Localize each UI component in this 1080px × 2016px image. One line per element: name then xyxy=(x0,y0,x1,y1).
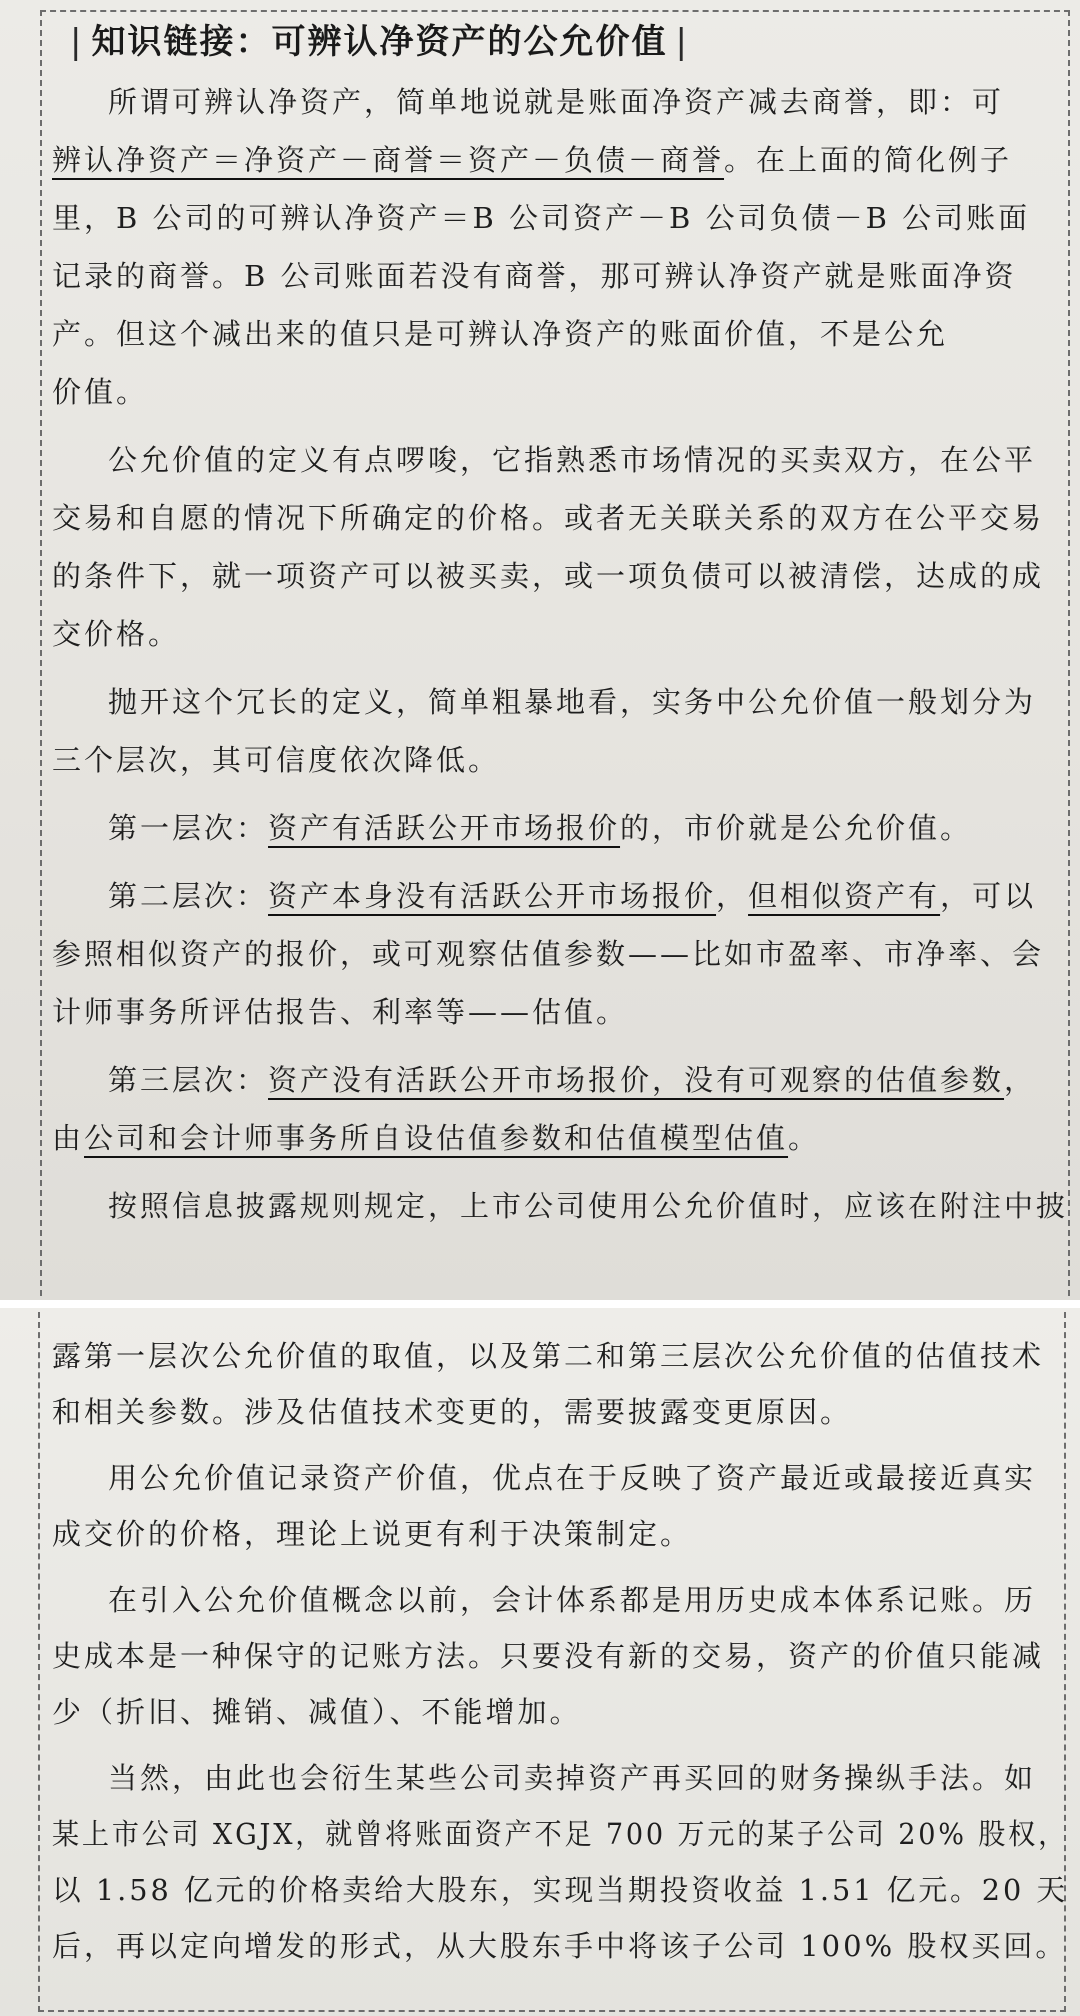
paragraph-line: 计师事务所评估报告、利率等——估值。 xyxy=(52,995,629,1029)
paragraph-line: 第二层次：资产本身没有活跃公开市场报价，但相似资产有，可以 xyxy=(108,879,1037,913)
paragraph-line: 产。但这个减出来的值只是可辨认净资产的账面价值，不是公允 xyxy=(52,317,949,351)
book-page-bottom xyxy=(0,1308,1080,2016)
paragraph-line: 某上市公司 XGJX，就曾将账面资产不足 700 万元的某子公司 20% 股权， xyxy=(52,1817,1069,1851)
paragraph-line: 交易和自愿的情况下所确定的价格。或者无关联关系的双方在公平交易 xyxy=(52,501,1045,535)
paragraph-line: 三个层次，其可信度依次降低。 xyxy=(52,743,501,777)
paragraph-line: 当然，由此也会衍生某些公司卖掉资产再买回的财务操纵手法。如 xyxy=(108,1761,1037,1795)
paragraph-line: 里，B 公司的可辨认净资产＝B 公司资产－B 公司负债－B 公司账面 xyxy=(52,201,1031,235)
paragraph-line: 辨认净资产＝净资产－商誉＝资产－负债－商誉。在上面的简化例子 xyxy=(52,143,1013,177)
paragraph-line: 的条件下，就一项资产可以被买卖，或一项负债可以被清偿，达成的成 xyxy=(52,559,1045,593)
paragraph-line: 价值。 xyxy=(52,375,149,409)
underlined-text: 资产本身没有活跃公开市场报价 xyxy=(268,879,717,913)
paragraph-line: 记录的商誉。B 公司账面若没有商誉，那可辨认净资产就是账面净资 xyxy=(52,259,1017,293)
paragraph-line: 用公允价值记录资产价值，优点在于反映了资产最近或最接近真实 xyxy=(108,1461,1037,1495)
paragraph-line: 和相关参数。涉及估值技术变更的，需要披露变更原因。 xyxy=(52,1395,853,1429)
paragraph-line: 露第一层次公允价值的取值，以及第二和第三层次公允价值的估值技术 xyxy=(52,1339,1045,1373)
underlined-text: 公司和会计师事务所自设估值参数和估值模型估值 xyxy=(84,1121,789,1155)
underlined-text: 资产有活跃公开市场报价 xyxy=(268,811,621,845)
paragraph-line: 第一层次：资产有活跃公开市场报价的，市价就是公允价值。 xyxy=(108,811,973,845)
paragraph-line: 交价格。 xyxy=(52,617,181,651)
paragraph-line: 少（折旧、摊销、减值）、不能增加。 xyxy=(52,1695,582,1729)
paragraph-line: 所谓可辨认净资产，简单地说就是账面净资产减去商誉，即：可 xyxy=(108,85,1005,119)
heading-title: 知识链接：可辨认净资产的公允价值 xyxy=(91,22,668,62)
paragraph-line: 第三层次：资产没有活跃公开市场报价，没有可观察的估值参数， xyxy=(108,1063,1037,1097)
underlined-text: 但相似资产有 xyxy=(748,879,941,913)
heading-right-bar: | xyxy=(675,22,689,62)
paragraph-line: 后，再以定向增发的形式，从大股东手中将该子公司 100% 股权买回。 xyxy=(52,1929,1068,1963)
paragraph-line: 以 1.58 亿元的价格卖给大股东，实现当期投资收益 1.51 亿元。20 天 xyxy=(52,1873,1069,1907)
paragraph-line: 公允价值的定义有点啰唆，它指熟悉市场情况的买卖双方，在公平 xyxy=(108,443,1037,477)
underlined-text: 资产没有活跃公开市场报价，没有可观察的估值参数 xyxy=(268,1063,1005,1097)
box-heading xyxy=(62,14,697,63)
paragraph-line: 按照信息披露规则规定，上市公司使用公允价值时，应该在附注中披 xyxy=(108,1189,1069,1223)
underlined-text: 辨认净资产＝净资产－商誉＝资产－负债－商誉 xyxy=(52,143,725,177)
paragraph-line: 成交价的价格，理论上说更有利于决策制定。 xyxy=(52,1517,693,1551)
paragraph-line: 参照相似资产的报价，或可观察估值参数——比如市盈率、市净率、会 xyxy=(52,937,1045,971)
photo-gap xyxy=(0,1300,1080,1308)
heading-left-bar: | xyxy=(70,22,84,62)
paragraph-line: 由公司和会计师事务所自设估值参数和估值模型估值。 xyxy=(52,1121,821,1155)
paragraph-line: 抛开这个冗长的定义，简单粗暴地看，实务中公允价值一般划分为 xyxy=(108,685,1037,719)
paragraph-line: 史成本是一种保守的记账方法。只要没有新的交易，资产的价值只能减 xyxy=(52,1639,1045,1673)
paragraph-line: 在引入公允价值概念以前，会计体系都是用历史成本体系记账。历 xyxy=(108,1583,1037,1617)
